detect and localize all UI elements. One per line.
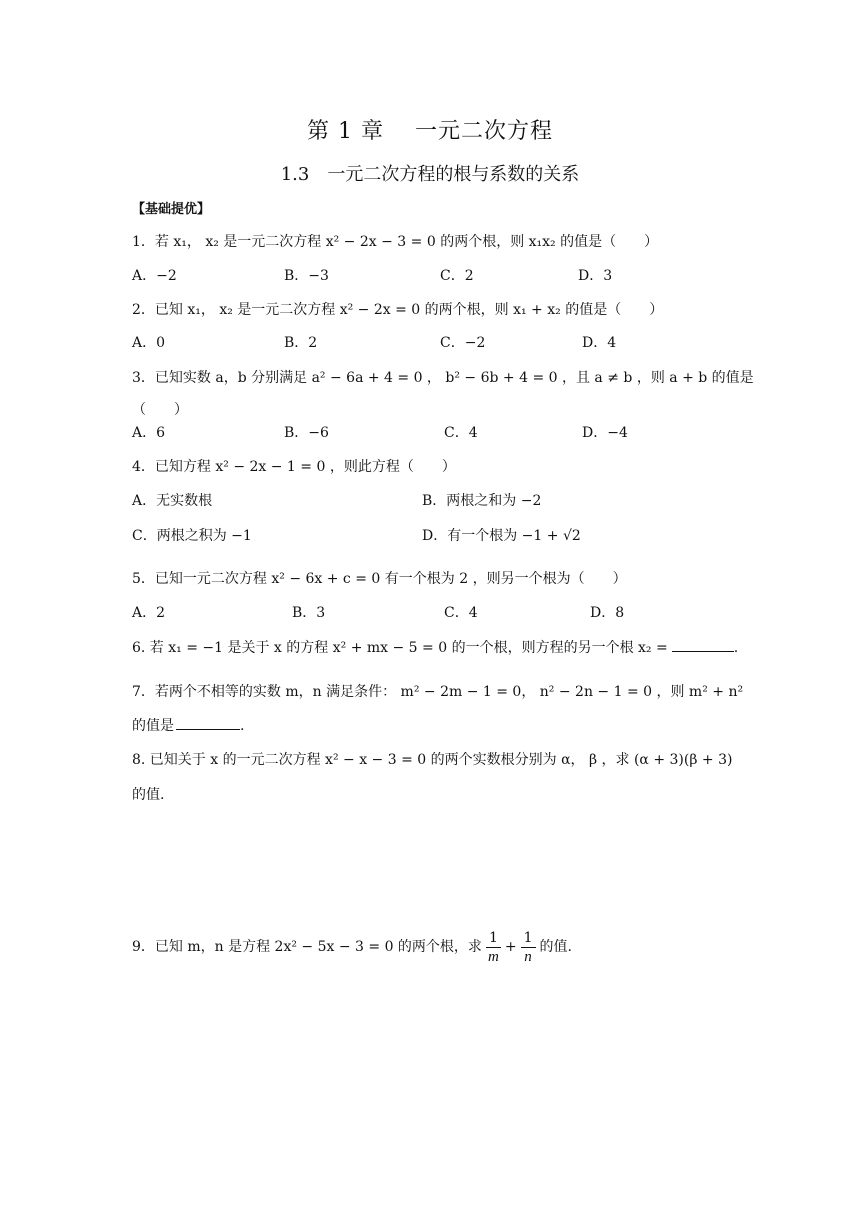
q7-tail: . xyxy=(240,718,245,734)
question-8-stem: 8. 已知关于 x 的一元二次方程 x² − x − 3 = 0 的两个实数根分别为 α， β ，求 (α + 3)(β + 3) xyxy=(132,752,733,768)
question-9-line xyxy=(132,925,572,969)
question-4-stem: 4．已知方程 x² − 2x − 1 = 0 ，则此方程（ ） xyxy=(132,459,456,475)
q2-option-b: B．2 xyxy=(284,335,318,351)
question-5-stem: 5．已知一元二次方程 x² − 6x + c = 0 有一个根为 2 ，则另一个根为（ ） xyxy=(132,571,627,587)
q9-plus: + xyxy=(504,939,517,955)
q3-option-a: A．6 xyxy=(132,425,166,441)
question-2-stem: 2．已知 x₁， x₂ 是一元二次方程 x² − 2x = 0 的两个根，则 x₁ + x₂ 的值是（ ） xyxy=(132,302,664,318)
q3-option-d: D．−4 xyxy=(582,425,628,441)
q5-option-c: C．4 xyxy=(444,605,478,621)
q2-option-c: C．−2 xyxy=(440,335,486,351)
section-title: 1.3 一元二次方程的根与系数的关系 xyxy=(280,164,580,185)
q7-answer-blank[interactable] xyxy=(176,715,240,730)
q2-option-a: A．0 xyxy=(132,335,166,351)
q1-option-d: D．3 xyxy=(578,268,613,284)
q6-answer-blank[interactable] xyxy=(672,637,734,652)
question-6-stem: 6. 若 x₁ = −1 是关于 x 的方程 x² + mx − 5 = 0 的一个根，则方程的另一个根 x₂ = xyxy=(132,640,668,656)
q2-option-d: D．4 xyxy=(582,335,617,351)
q9-fraction-2 xyxy=(521,929,536,966)
q4-option-b: B．两根之和为 −2 xyxy=(422,493,542,509)
q4-option-d: D．有一个根为 −1 + √2 xyxy=(422,528,581,544)
question-1-stem: 1．若 x₁， x₂ 是一元二次方程 x² − 2x − 3 = 0 的两个根，则 x₁x₂ 的值是（ ） xyxy=(132,234,659,250)
question-6-line xyxy=(132,637,738,658)
q3-option-b: B．−6 xyxy=(284,425,329,441)
q1-option-c: C．2 xyxy=(440,268,474,284)
q5-option-d: D．8 xyxy=(590,605,625,621)
q5-option-a: A．2 xyxy=(132,605,166,621)
question-8-stem-cont: 的值. xyxy=(132,787,165,803)
q9-fraction-1 xyxy=(486,929,501,966)
subsection-label: 【基础提优】 xyxy=(132,202,211,217)
q1-option-a: A．−2 xyxy=(132,268,177,284)
q9-fraction-2-denominator: n xyxy=(524,948,532,965)
q4-option-c: C．两根之积为 −1 xyxy=(132,528,252,544)
question-7-stem: 7．若两个不相等的实数 m，n 满足条件： m² − 2m − 1 = 0， n² − 2n − 1 = 0 ，则 m² + n² xyxy=(132,684,744,700)
q9-fraction-1-numerator: 1 xyxy=(486,929,501,948)
question-9-stem: 9．已知 m，n 是方程 2x² − 5x − 3 = 0 的两个根，求 xyxy=(132,939,482,955)
q3-option-c: C．4 xyxy=(444,425,478,441)
q1-option-b: B．−3 xyxy=(284,268,329,284)
question-3-stem-cont: （ ） xyxy=(132,402,188,418)
question-7-stem-cont: 的值是 xyxy=(132,718,174,734)
q9-fraction-2-numerator: 1 xyxy=(521,929,536,948)
q4-option-a: A．无实数根 xyxy=(132,493,213,509)
chapter-title: 第 1 章 一元二次方程 xyxy=(307,119,553,144)
question-7-line2 xyxy=(132,715,244,736)
q6-tail: . xyxy=(733,640,739,656)
q9-tail: 的值. xyxy=(539,939,572,955)
q5-option-b: B．3 xyxy=(292,605,326,621)
question-3-stem: 3．已知实数 a，b 分别满足 a² − 6a + 4 = 0 ， b² − 6b + 4 = 0 ，且 a ≠ b ，则 a + b 的值是 xyxy=(132,370,754,386)
q9-fraction-1-denominator: m xyxy=(487,948,499,965)
